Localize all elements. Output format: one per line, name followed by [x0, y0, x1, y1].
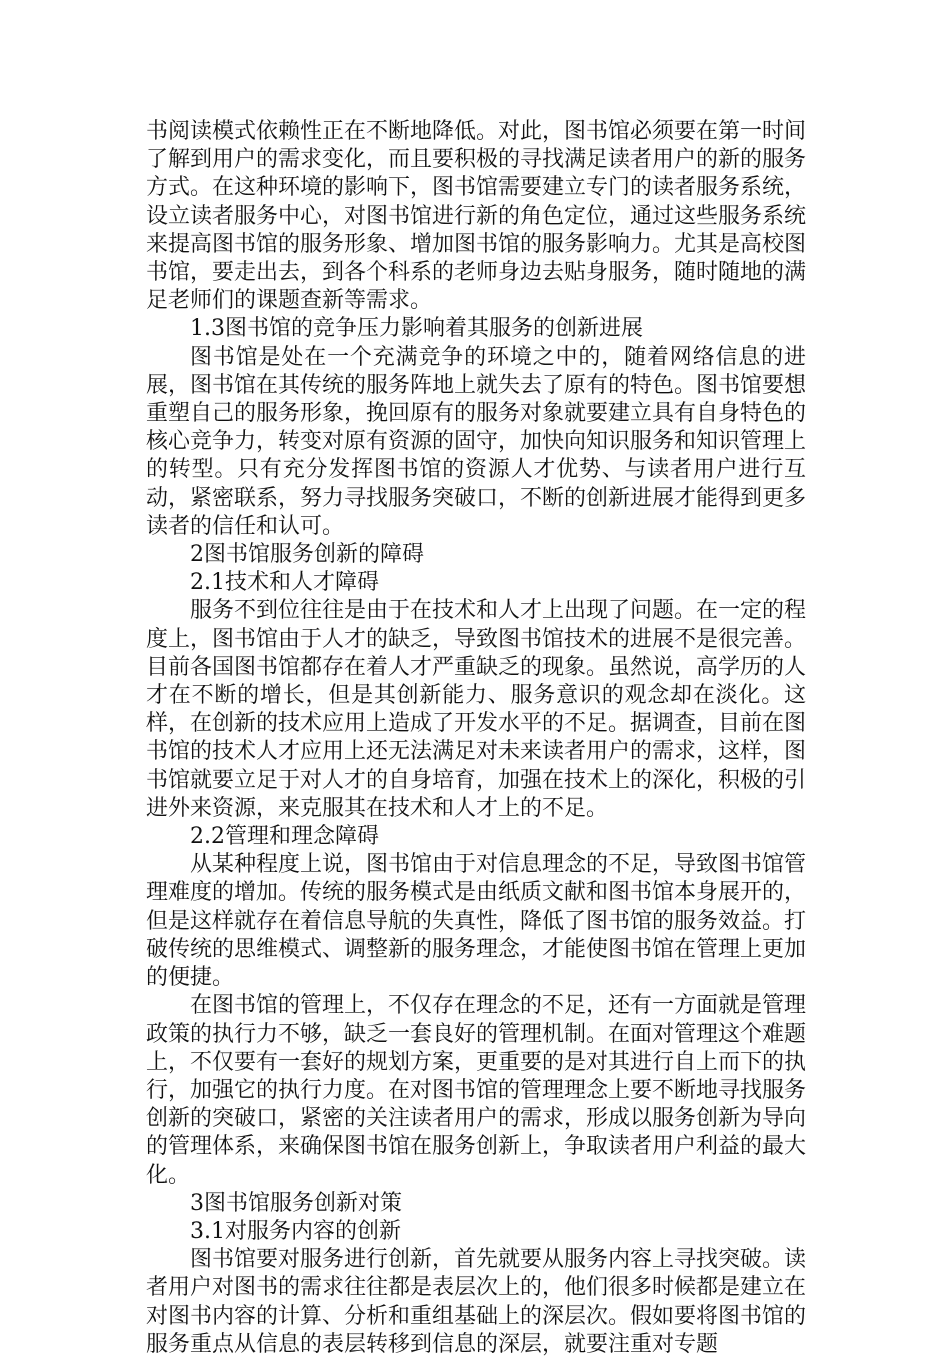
paragraph: 服务不到位往往是由于在技术和人才上出现了问题。在一定的程度上，图书馆由于人才的缺乏，导致图书馆技术的进展不是很完善。目前各国图书馆都存在着人才严重缺乏的现象。虽然说，高学历的人才在不断的增长，但是其创新能力、服务意识的观念却在淡化。这样，在创新的技术应用上造成了开发水平的不足。据调查，目前在图书馆的技术人才应用上还无法满足对未来读者用户的需求，这样，图书馆就要立足于对人才的自身培育，加强在技术上的深化，积极的引进外来资源，来克服其在技术和人才上的不足。 — [146, 598, 807, 821]
section-heading-2-2: 2.2管理和理念障碍 — [190, 824, 379, 850]
paragraph: 图书馆要对服务进行创新，首先就要从服务内容上寻找突破。读者用户对图书的需求往往都是表层次上的，他们很多时候都是建立在对图书内容的计算、分析和重组基础上的深层次。假如要将图书馆的服务重点从信息的表层转移到信息的深层，就要注重对专题 — [146, 1247, 807, 1357]
paragraph: 在图书馆的管理上，不仅存在理念的不足，还有一方面就是管理政策的执行力不够，缺乏一套良好的管理机制。在面对管理这个难题上，不仅要有一套好的规划方案，更重要的是对其进行自上而下的执行，加强它的执行力度。在对图书馆的管理理念上要不断地寻找服务创新的突破口，紧密的关注读者用户的需求，形成以服务创新为导向的管理体系，来确保图书馆在服务创新上，争取读者用户利益的最大化。 — [146, 993, 807, 1188]
section-heading-3: 3图书馆服务创新对策 — [190, 1190, 402, 1216]
paragraph-continued: 书阅读模式依赖性正在不断地降低。对此，图书馆必须要在第一时间了解到用户的需求变化，而且要积极的寻找满足读者用户的新的服务方式。在这种环境的影响下，图书馆需要建立专门的读者服务系统，设立读者服务中心，对图书馆进行新的角色定位，通过这些服务系统来提高图书馆的服务形象、增加图书馆的服务影响力。尤其是高校图书馆，要走出去，到各个科系的老师身边去贴身服务，随时随地的满足老师们的课题查新等需求。 — [146, 119, 807, 314]
section-heading-2-1: 2.1技术和人才障碍 — [190, 570, 379, 596]
document-page — [146, 118, 806, 1359]
section-heading-1-3: 1.3图书馆的竞争压力影响着其服务的创新进展 — [190, 316, 643, 342]
section-heading-3-1: 3.1对服务内容的创新 — [190, 1218, 401, 1244]
section-heading-2: 2图书馆服务创新的障碍 — [190, 542, 424, 568]
paragraph: 从某种程度上说，图书馆由于对信息理念的不足，导致图书馆管理难度的增加。传统的服务模式是由纸质文献和图书馆本身展开的，但是这样就存在着信息导航的失真性，降低了图书馆的服务效益。打破传统的思维模式、调整新的服务理念，才能使图书馆在管理上更加的便捷。 — [146, 852, 807, 991]
paragraph: 图书馆是处在一个充满竞争的环境之中的，随着网络信息的进展，图书馆在其传统的服务阵地上就失去了原有的特色。图书馆要想重塑自己的服务形象，挽回原有的服务对象就要建立具有自身特色的核心竞争力，转变对原有资源的固守，加快向知识服务和知识管理上的转型。只有充分发挥图书馆的资源人才优势、与读者用户进行互动，紧密联系，努力寻找服务突破口，不断的创新进展才能得到更多读者的信任和认可。 — [146, 344, 807, 539]
